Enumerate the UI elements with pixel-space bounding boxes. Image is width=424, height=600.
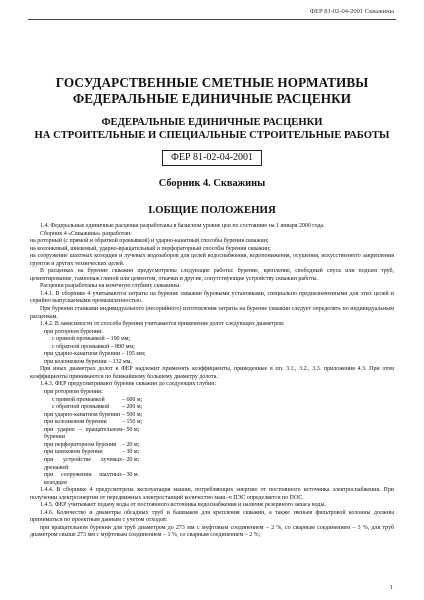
subtitle-line-2: НА СТРОИТЕЛЬНЫЕ И СПЕЦИАЛЬНЫЕ СТРОИТЕЛЬНЫЕ РАБОТЫ xyxy=(34,130,390,141)
depth-label: с обратной промывкой xyxy=(52,404,110,411)
paragraph: 1.4.3. ФЕР предусматривают бурение скважин до следующих глубин: xyxy=(40,381,217,388)
body-text xyxy=(30,223,394,540)
subtitle xyxy=(0,116,424,142)
list-item: на колонковый, шнековый, ударно-вращательный и перфораторный способы бурения скважин; xyxy=(30,245,271,252)
depth-row xyxy=(30,397,394,405)
depth-label: при шнековом бурении xyxy=(44,449,103,456)
depth-value: – 50 м; xyxy=(122,426,140,433)
paragraph: 1.4.1. В сборнике 4 учитываются затраты на бурение скважин буровыми установками, специально предназначенными для этих целей и серийно выпускаемыми промышленностью. xyxy=(30,290,394,305)
running-header: ФЕР 81-02-04-2001 Скважины xyxy=(309,8,394,15)
depth-row xyxy=(30,404,394,412)
list-item: при колонковом бурении – 132 мм. xyxy=(44,358,133,365)
depth-row xyxy=(30,472,394,487)
paragraph: Расценки разработаны на конечную глубину скважины. xyxy=(40,283,181,290)
paragraph: 1.4. Федеральные единичные расценки разработаны в базисном уровне цен по состоянию на 1 января 2000 года. xyxy=(40,223,325,229)
depth-value: – 500 м; xyxy=(122,411,143,418)
subtitle-line-1: ФЕДЕРАЛЬНЫЕ ЕДИНИЧНЫЕ РАСЦЕНКИ xyxy=(101,117,323,128)
list-item: на роторный (с прямой и обратной промывкой) и ударно-канатный способы бурения скважин; xyxy=(30,238,269,245)
depth-label: при колонковом бурении xyxy=(44,419,107,426)
paragraph: Сборник 4 «Скважины» разработан: xyxy=(40,230,132,237)
depth-value: – 30 м. xyxy=(122,472,140,479)
depth-value: – 200 м; xyxy=(122,404,143,411)
depth-row xyxy=(30,419,394,427)
paragraph: 1.4.4. В сборнике 4 предусмотрена эксплуатация машин, потребляющих энергию от постоянного источника электроснабжения. При получении электроэнергии от передвижных электростанций количество маш.-ч ПЭС определяется по ПОС. xyxy=(30,487,394,501)
list-item: на сооружение шахтных колодцев и лучевых водозаборов для целей водоснабжения, водопонижения, осушения, искусственного закрепления грунтов и других технических целей. xyxy=(30,253,394,267)
document-code: ФЕР 81-02-04-2001 xyxy=(162,150,262,166)
paragraph: при вращательном бурении для труб диаметром до 273 мм с муфтовым соединением – 2 %, со сварным соединением – 3 %, для труб диаметром свыше 273 мм с муфтовым соединением – 1 %, со сварным соединением – 2 %; xyxy=(30,524,394,539)
depth-label: при перфораторном бурении xyxy=(44,441,117,448)
list-item: при ударно-канатном бурении – 195 мм; xyxy=(44,351,146,358)
list-item: с прямой промывкой – 190 мм; xyxy=(52,336,131,343)
paragraph: При бурении станками индивидуального (несерийного) изготовления затраты на бурение скважин следует определять по индивидуальным расценкам. xyxy=(30,306,394,320)
paragraph: 1.4.2. В зависимости от способа бурения учитывается применение долот следующих диаметров: xyxy=(40,321,285,328)
depth-row xyxy=(30,457,394,472)
main-title-line-2: ФЕДЕРАЛЬНЫЕ ЕДИНИЧНЫЕ РАСЦЕНКИ xyxy=(72,91,352,106)
depth-value: – 150 м; xyxy=(122,419,143,426)
depth-value: – 20 м; xyxy=(122,441,140,448)
paragraph: 1.4.6. Количество и диаметры обсадных труб и башмаков для крепления скважин, а также звеньев фильтровой колонны должны приниматься по проектным данным с учетом отходов: xyxy=(30,509,394,524)
depth-label: при ударно-канатном бурении xyxy=(44,411,121,418)
depth-list xyxy=(30,397,394,488)
paragraph: В расценках на бурение скважин предусмотрены следующие работы: бурение, крепление, свободный спуск или подъем труб, цементирование, тампонаж глиной или цементом, откачки и другие, сопутствующие устройству скважин работы. xyxy=(30,268,394,282)
header-rule xyxy=(28,19,396,20)
main-title-line-1: ГОСУДАРСТВЕННЫЕ СМЕТНЫЕ НОРМАТИВЫ xyxy=(55,75,369,90)
depth-row xyxy=(30,449,394,457)
section-heading: I.ОБЩИЕ ПОЛОЖЕНИЯ xyxy=(148,204,276,216)
list-item: при роторном бурении: xyxy=(44,328,103,335)
list-item: при роторном бурении: xyxy=(44,389,103,396)
main-title xyxy=(0,75,424,107)
depth-label: при сооружении шахтных колодцев xyxy=(44,472,122,486)
depth-label: при ударно – вращательном бурении xyxy=(44,426,122,441)
depth-row xyxy=(30,427,394,442)
list-item: с обратной промывкой – 800 мм; xyxy=(52,343,135,350)
paragraph: 1.4.5. ФЕР учитывают подачу воды от постоянного источника водоснабжения и наличие резервного запаса воды. xyxy=(40,502,326,509)
collection-title: Сборник 4. Скважины xyxy=(158,178,266,189)
depth-value: – 30 м; xyxy=(122,449,140,456)
depth-label: при устройстве лучевых дренажей xyxy=(44,456,122,471)
depth-value: – 600 м; xyxy=(122,396,143,403)
paragraph: При иных диаметрах долот к ФЕР надлежит применять коэффициенты, приведенные в пп. 3.1., 3.2., 3.3. приложения 4.3. При этом коэффициенты принимаются по ближайшему большему диаметру долота. xyxy=(30,366,394,380)
page-number: 1 xyxy=(389,584,393,591)
depth-value: – 20 м; xyxy=(122,456,140,463)
depth-label: с прямой промывкой xyxy=(52,396,105,403)
